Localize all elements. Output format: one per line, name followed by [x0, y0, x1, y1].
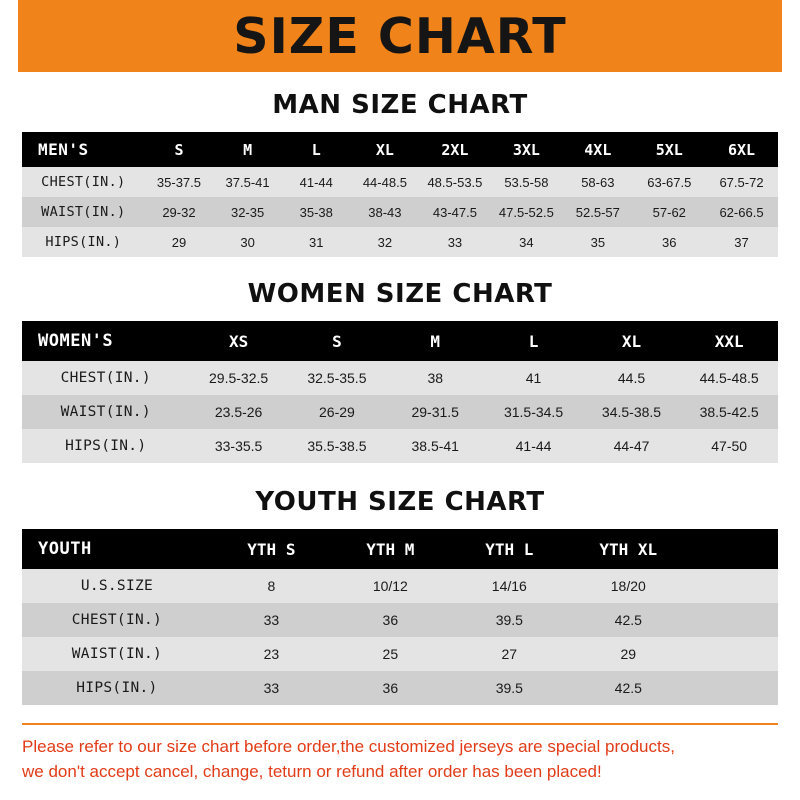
man-header-cell-3: L: [311, 140, 321, 159]
man-header-cell-0: MEN'S: [38, 140, 89, 159]
youth-row-3-cell-1: 33: [263, 680, 280, 696]
women-row-1-cell-6: 38.5-42.5: [699, 404, 759, 420]
women-row-1-cell-5: 34.5-38.5: [601, 404, 662, 420]
women-row-0-cell-1: 29.5-32.5: [209, 370, 269, 386]
man-row-2-cell-5: 33: [447, 234, 463, 250]
man-row-1-cell-0: WAIST(IN.): [41, 204, 126, 220]
women-row-0-cell-5: 44.5: [617, 370, 646, 386]
man-header-cell-2: M: [243, 140, 253, 159]
man-header-cell-8: 5XL: [655, 140, 683, 159]
women-row-2-cell-2: 35.5-38.5: [307, 438, 367, 454]
man-row-0-cell-4: 44-48.5: [362, 174, 407, 190]
man-row-2-cell-8: 36: [662, 234, 677, 250]
man-size-table: [22, 132, 778, 257]
youth-row-1-cell-4: 42.5: [614, 612, 642, 628]
man-header-cell-5: 2XL: [441, 140, 469, 159]
youth-row-2-cell-0: WAIST(IN.): [71, 646, 163, 662]
women-row-2-cell-6: 47-50: [711, 438, 748, 454]
table-header-row: [22, 132, 778, 167]
women-header-cell-3: M: [430, 331, 441, 351]
youth-row-0-cell-spacer: [688, 569, 778, 603]
women-row-1-cell-3: 29-31.5: [411, 404, 459, 420]
women-row-0-cell-3: 38: [427, 370, 444, 386]
youth-row-3-cell-2: 36: [382, 680, 399, 696]
youth-header-cell-1: YTH S: [247, 539, 296, 559]
youth-table-body: [22, 569, 778, 705]
women-table-header: [22, 321, 778, 361]
man-header-cell-1: S: [174, 140, 184, 159]
table-row: [22, 429, 778, 463]
man-header-cell-7: 4XL: [584, 140, 612, 159]
youth-row-2-cell-3: 27: [501, 646, 518, 662]
women-row-1-cell-1: 23.5-26: [214, 404, 263, 420]
women-header-cell-2: S: [332, 331, 342, 351]
man-row-1-cell-5: 43-47.5: [432, 204, 477, 220]
banner: [0, 0, 800, 72]
youth-row-0-cell-4: 18/20: [610, 578, 646, 594]
man-row-1-cell-8: 57-62: [652, 204, 686, 220]
man-row-0-cell-7: 58-63: [581, 174, 615, 190]
table-row: [22, 637, 778, 671]
table-row: [22, 671, 778, 705]
women-header-cell-1: XS: [228, 331, 249, 351]
man-row-1-cell-2: 32-35: [230, 204, 265, 220]
women-row-2-cell-3: 38.5-41: [411, 438, 459, 454]
youth-row-3-cell-3: 39.5: [495, 680, 523, 696]
content: [0, 90, 800, 784]
youth-row-2-cell-2: 25: [382, 646, 399, 662]
table-row: [22, 227, 778, 257]
youth-table-header: [22, 529, 778, 569]
man-row-2-cell-1: 29: [171, 234, 187, 250]
women-row-2-cell-5: 44-47: [613, 438, 650, 454]
man-row-2-cell-0: HIPS(IN.): [45, 234, 122, 250]
youth-header-cell-3: YTH L: [485, 539, 534, 559]
women-row-0-cell-6: 44.5-48.5: [699, 370, 759, 386]
man-header-cell-4: XL: [375, 140, 394, 159]
women-row-0-cell-2: 32.5-35.5: [307, 370, 367, 386]
women-header-cell-5: XL: [621, 331, 642, 351]
women-row-2-cell-4: 41-44: [515, 438, 552, 454]
man-row-1-cell-7: 52.5-57: [575, 204, 620, 220]
women-table-body: [22, 361, 778, 463]
youth-size-table: [22, 529, 778, 705]
man-row-1-cell-6: 47.5-52.5: [498, 204, 554, 220]
man-row-2-cell-7: 35: [590, 234, 606, 250]
man-row-2-cell-6: 34: [519, 234, 534, 250]
youth-row-1-cell-2: 36: [382, 612, 399, 628]
footer-note: [22, 723, 778, 784]
women-row-1-cell-4: 31.5-34.5: [503, 404, 564, 420]
table-row: [22, 361, 778, 395]
table-row: [22, 167, 778, 197]
man-header-cell-9: 6XL: [727, 140, 756, 159]
youth-row-1-cell-1: 33: [263, 612, 280, 628]
women-size-table: [22, 321, 778, 463]
table-row: [22, 569, 778, 603]
youth-row-0-cell-1: 8: [267, 578, 276, 594]
youth-row-0-cell-2: 10/12: [372, 578, 408, 594]
banner-left-spacer: [0, 0, 18, 72]
man-row-0-cell-8: 63-67.5: [647, 174, 692, 190]
youth-section-title: YOUTH SIZE CHART: [255, 487, 545, 517]
man-header-cell-6: 3XL: [512, 140, 540, 159]
man-section-title: MAN SIZE CHART: [272, 90, 528, 120]
women-section-title: WOMEN SIZE CHART: [247, 279, 553, 309]
youth-header-cell-spacer: [688, 529, 778, 569]
youth-row-0-cell-3: 14/16: [491, 578, 527, 594]
man-table-header: [22, 132, 778, 167]
women-header-cell-6: XXL: [714, 331, 744, 351]
youth-header-cell-2: YTH M: [366, 539, 415, 559]
youth-row-0-cell-0: U.S.SIZE: [80, 578, 154, 594]
women-row-2-cell-1: 33-35.5: [214, 438, 263, 454]
man-row-1-cell-4: 38-43: [368, 204, 402, 220]
man-row-0-cell-1: 35-37.5: [156, 174, 201, 190]
youth-row-1-cell-0: CHEST(IN.): [71, 612, 163, 628]
banner-right-spacer: [782, 0, 800, 72]
women-row-0-cell-0: CHEST(IN.): [60, 370, 151, 386]
man-row-0-cell-9: 67.5-72: [719, 174, 764, 190]
women-row-1-cell-0: WAIST(IN.): [60, 404, 151, 420]
man-row-2-cell-4: 32: [377, 234, 393, 250]
table-header-row: [22, 321, 778, 361]
man-row-0-cell-5: 48.5-53.5: [427, 174, 483, 190]
youth-row-2-cell-spacer: [688, 637, 778, 671]
youth-header-cell-4: YTH XL: [599, 539, 658, 559]
table-row: [22, 395, 778, 429]
women-row-0-cell-4: 41: [525, 370, 542, 386]
women-header-cell-0: WOMEN'S: [38, 331, 114, 351]
table-row: [22, 603, 778, 637]
women-row-1-cell-2: 26-29: [319, 404, 355, 420]
youth-row-3-cell-spacer: [688, 671, 778, 705]
man-row-0-cell-6: 53.5-58: [504, 174, 549, 190]
women-row-2-cell-0: HIPS(IN.): [65, 438, 147, 454]
man-row-2-cell-3: 31: [309, 234, 324, 250]
footer-note-line-1: Please refer to our size chart before order,the customized jerseys are special products,: [22, 737, 675, 756]
man-row-1-cell-1: 29-32: [162, 204, 196, 220]
man-row-0-cell-0: CHEST(IN.): [41, 174, 126, 190]
youth-row-1-cell-3: 39.5: [495, 612, 523, 628]
table-row: [22, 197, 778, 227]
footer-note-line-2: we don't accept cancel, change, teturn or refund after order has been placed!: [22, 761, 602, 781]
man-row-2-cell-2: 30: [240, 234, 255, 250]
man-table-body: [22, 167, 778, 257]
man-row-0-cell-2: 37.5-41: [225, 174, 270, 190]
page-title: SIZE CHART: [233, 7, 567, 65]
man-row-0-cell-3: 41-44: [299, 174, 333, 190]
man-row-1-cell-3: 35-38: [299, 204, 333, 220]
man-row-1-cell-9: 62-66.5: [719, 204, 764, 220]
youth-row-3-cell-0: HIPS(IN.): [76, 680, 158, 696]
table-header-row: [22, 529, 778, 569]
youth-row-2-cell-1: 23: [263, 646, 280, 662]
youth-header-cell-0: YOUTH: [38, 539, 92, 559]
man-row-2-cell-9: 37: [734, 234, 749, 250]
youth-row-3-cell-4: 42.5: [614, 680, 642, 696]
youth-row-1-cell-spacer: [688, 603, 778, 637]
youth-row-2-cell-4: 29: [620, 646, 637, 662]
women-header-cell-4: L: [528, 331, 539, 351]
